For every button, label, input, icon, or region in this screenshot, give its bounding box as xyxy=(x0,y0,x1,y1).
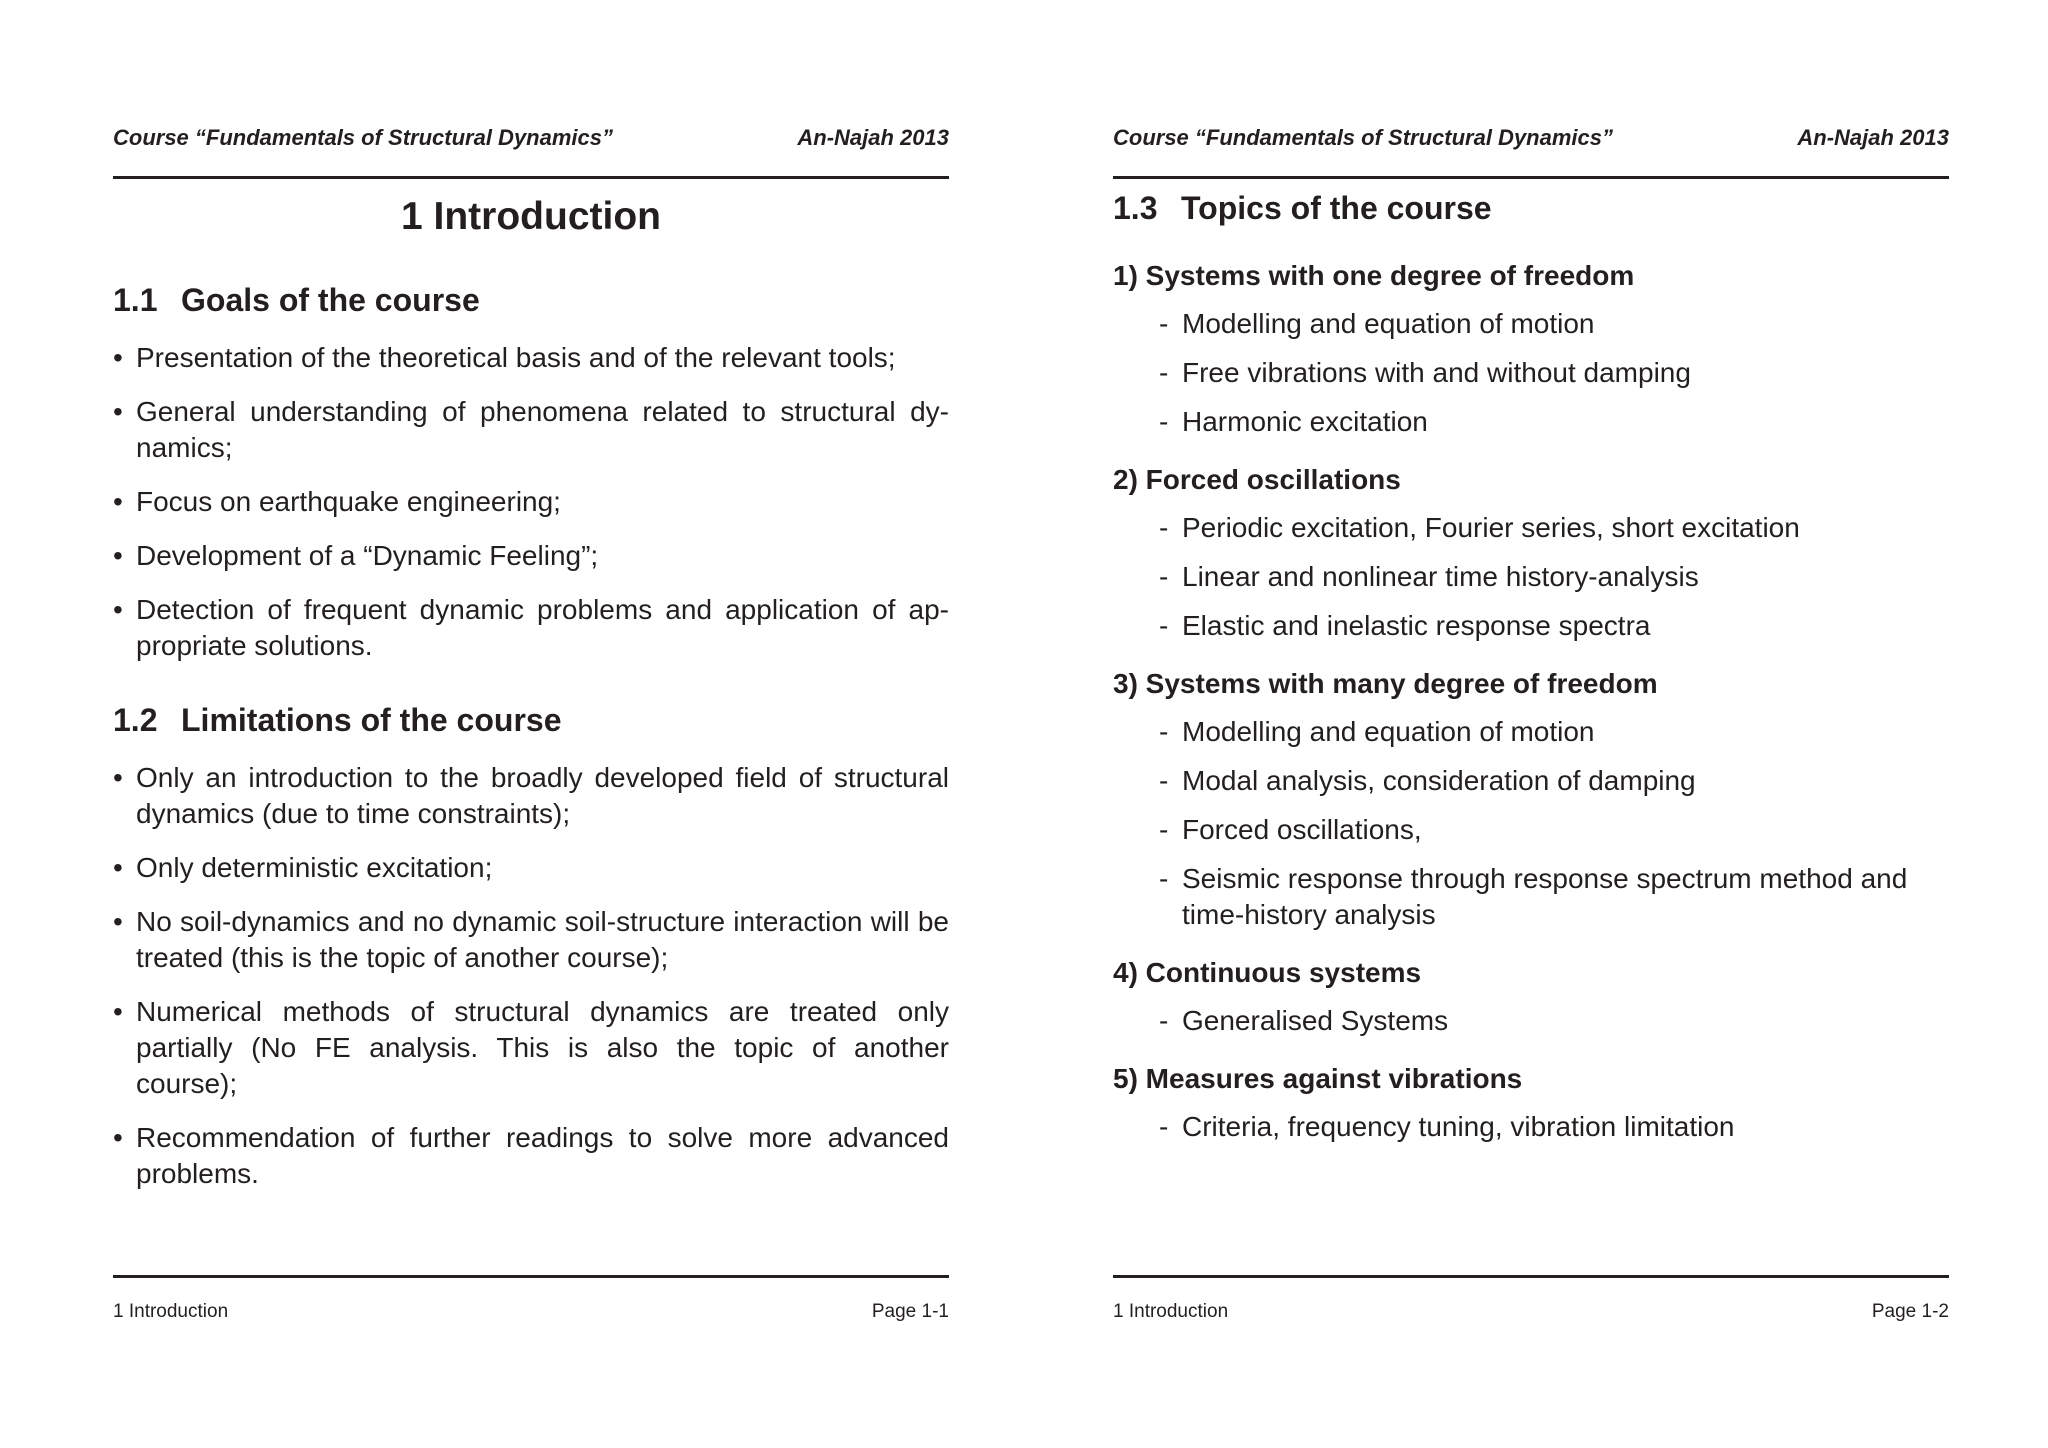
topic-items xyxy=(1113,1003,1949,1039)
list-item: • Recommendation of further readings to solve more advanced problems. xyxy=(113,1120,949,1192)
topic-block xyxy=(1113,666,1949,933)
footer-rule xyxy=(1113,1275,1949,1278)
list-item: - Elastic and inelastic response spectra xyxy=(1159,608,1949,644)
left-page xyxy=(113,0,949,1448)
right-page-header xyxy=(1113,125,1949,151)
header-course-title: Course “Fundamentals of Structural Dynamics” xyxy=(113,125,613,150)
list-item: - Generalised Systems xyxy=(1159,1003,1949,1039)
list-item: • Only deterministic excitation; xyxy=(113,850,949,886)
left-page-content xyxy=(113,188,949,1210)
list-item: • Presentation of the theoretical basis and of the relevant tools; xyxy=(113,340,949,376)
right-page-content xyxy=(1113,188,1949,1158)
section-number: 1.3 xyxy=(1113,190,1158,226)
list-item: • Detection of frequent dynamic problems and application of ap-propriate solutions. xyxy=(113,592,949,664)
list-item: - Harmonic excitation xyxy=(1159,404,1949,440)
footer-rule xyxy=(113,1275,949,1278)
section-number: 1.1 xyxy=(113,282,158,318)
list-item: - Modelling and equation of motion xyxy=(1159,714,1949,750)
header-institution: An-Najah 2013 xyxy=(797,125,949,150)
list-item: - Criteria, frequency tuning, vibration limitation xyxy=(1159,1109,1949,1145)
page-number: Page 1-2 xyxy=(1871,1301,1949,1322)
section-title: Goals of the course xyxy=(181,282,480,318)
section-title: Topics of the course xyxy=(1181,190,1492,226)
list-item: - Modal analysis, consideration of damping xyxy=(1159,763,1949,799)
list-item: - Linear and nonlinear time history-analysis xyxy=(1159,559,1949,595)
list-item: • Numerical methods of structural dynamics are treated only partially (No FE analysis. This is also the topic of another course); xyxy=(113,994,949,1102)
topic-items xyxy=(1113,510,1949,644)
section-title: Limitations of the course xyxy=(181,702,562,738)
topic-block xyxy=(1113,1061,1949,1145)
list-item: • General understanding of phenomena related to structural dy-namics; xyxy=(113,394,949,466)
section-1-2-heading xyxy=(113,700,949,740)
goals-list xyxy=(113,340,949,664)
topic-block xyxy=(1113,258,1949,440)
topic-title: 2) Forced oscillations xyxy=(1113,464,1401,495)
topic-items xyxy=(1113,714,1949,933)
list-item: • Only an introduction to the broadly developed field of structural dynamics (due to time constraints); xyxy=(113,760,949,832)
topic-title: 3) Systems with many degree of freedom xyxy=(1113,668,1658,699)
header-rule xyxy=(1113,176,1949,179)
chapter-title: 1 Introduction xyxy=(401,195,661,238)
topic-title: 1) Systems with one degree of freedom xyxy=(1113,260,1635,291)
left-page-header xyxy=(113,125,949,151)
topic-block xyxy=(1113,462,1949,644)
section-1-1-heading xyxy=(113,280,949,320)
left-page-footer xyxy=(113,1300,949,1324)
header-course-title: Course “Fundamentals of Structural Dynamics” xyxy=(1113,125,1613,150)
list-item: • No soil-dynamics and no dynamic soil-structure interaction will be treated (this is the topic of another course); xyxy=(113,904,949,976)
list-item: - Seismic response through response spectrum method and time-history analysis xyxy=(1159,861,1949,933)
footer-chapter: 1 Introduction xyxy=(1113,1301,1229,1322)
topic-items xyxy=(1113,1109,1949,1145)
header-rule xyxy=(113,176,949,179)
topic-title: 4) Continuous systems xyxy=(1113,957,1422,988)
page-number: Page 1-1 xyxy=(871,1301,949,1322)
right-page-footer xyxy=(1113,1300,1949,1324)
header-institution: An-Najah 2013 xyxy=(1797,125,1949,150)
list-item: - Forced oscillations, xyxy=(1159,812,1949,848)
list-item: - Periodic excitation, Fourier series, short excitation xyxy=(1159,510,1949,546)
limitations-list xyxy=(113,760,949,1192)
list-item: - Free vibrations with and without damping xyxy=(1159,355,1949,391)
list-item: • Development of a “Dynamic Feeling”; xyxy=(113,538,949,574)
section-1-3-heading xyxy=(1113,188,1949,228)
topic-title: 5) Measures against vibrations xyxy=(1113,1063,1523,1094)
topic-items xyxy=(1113,306,1949,440)
footer-chapter: 1 Introduction xyxy=(113,1301,229,1322)
list-item: - Modelling and equation of motion xyxy=(1159,306,1949,342)
right-page xyxy=(1113,0,1949,1448)
list-item: • Focus on earthquake engineering; xyxy=(113,484,949,520)
topic-block xyxy=(1113,955,1949,1039)
section-number: 1.2 xyxy=(113,702,158,738)
